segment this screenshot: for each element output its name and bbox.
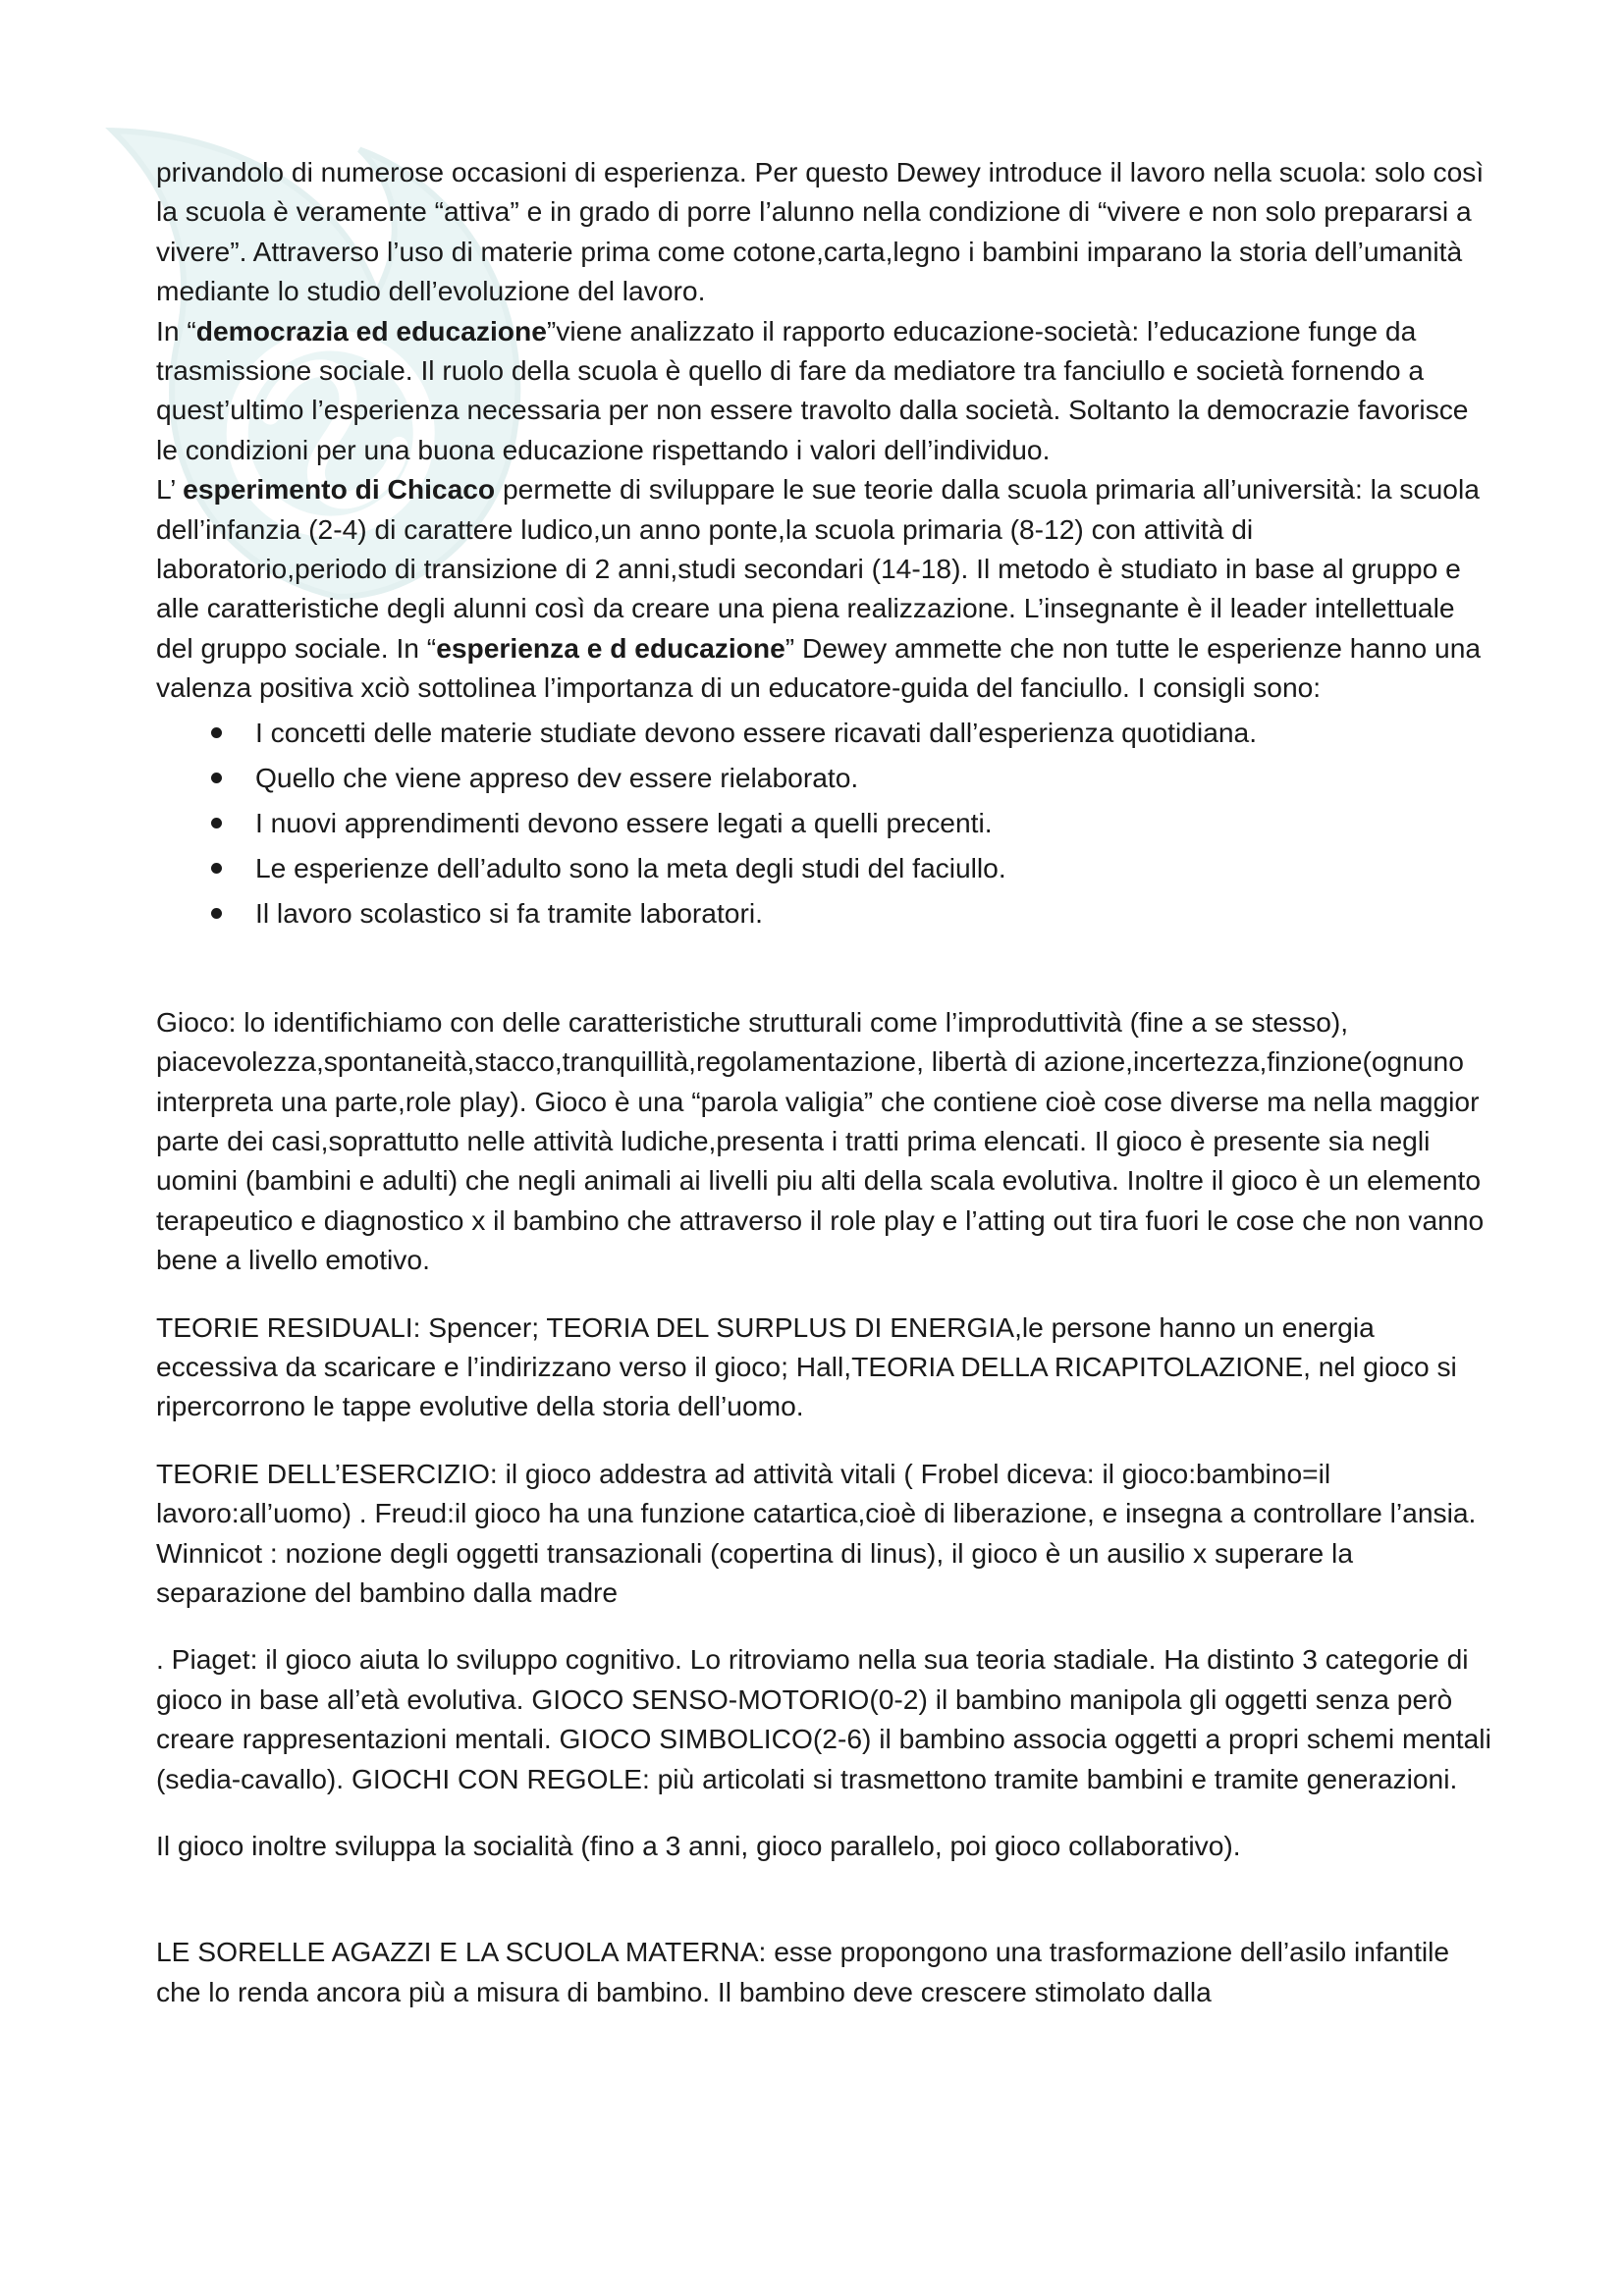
bullet-icon <box>211 908 222 919</box>
list-item <box>156 845 1491 890</box>
list-item-text: I nuovi apprendimenti devono essere legati a quelli precenti. <box>255 806 993 838</box>
text-run: ” Dewey ammette che non tutte le esperienze hanno una valenza positiva xciò sottolinea l’importanza di un educatore-guida del fanciullo. I consigli sono: <box>156 631 1482 704</box>
bold-title-esperienza: esperienza e d educazione <box>436 631 785 664</box>
bullet-icon <box>211 863 222 874</box>
list-item-text: Il lavoro scolastico si fa tramite laboratori. <box>255 896 763 929</box>
text-run: L’ <box>156 473 184 506</box>
document-page <box>156 152 1491 2011</box>
list-item <box>156 890 1491 935</box>
paragraph-socialita: Il gioco inoltre sviluppa la socialità (fino a 3 anni, gioco parallelo, poi gioco collaborativo). <box>156 1830 1241 1861</box>
paragraph-teorie-residuali: TEORIE RESIDUALI: Spencer; TEORIA DEL SURPLUS DI ENERGIA,le persone hanno un energia eccessiva da scaricare e l’indirizzano verso il gioco; Hall,TEORIA DELLA RICAPITOLAZIONE, nel gioco si ripercorrono le tappe evolutive della storia dell’uomo. <box>156 1310 1457 1422</box>
bold-title-democrazia: democrazia ed educazione <box>195 314 547 347</box>
list-item-text: Quello che viene appreso dev essere rielaborato. <box>255 761 859 793</box>
text-run: ”viene analizzato il rapporto educazione-società: l’educazione funge da trasmissione sociale. Il ruolo della scuola è quello di fare da mediatore tra fanciullo e società fornendo a quest’ultimo l’esperienza necessaria per non essere travolto dalla società. Soltanto la democrazie favorisce le condizioni per una buona educazione rispettando i valori dell’individuo. <box>156 314 1469 465</box>
paragraph-piaget: . Piaget: il gioco aiuta lo sviluppo cognitivo. Lo ritroviamo nella sua teoria stadiale. Ha distinto 3 categorie di gioco in base all’età evolutiva. GIOCO SENSO-MOTORIO(0-2) il bambino manipola gli oggetti senza però creare rappresentazioni mentali. GIOCO SIMBOLICO(2-6) il bambino associa oggetti a propri schemi mentali (sedia-cavallo). GIOCHI CON REGOLE: più articolati si trasmettono tramite bambini e tramite generazioni. <box>156 1643 1491 1794</box>
paragraph-sorelle-agazzi: LE SORELLE AGAZZI E LA SCUOLA MATERNA: esse propongono una trasformazione dell’asilo infantile che lo renda ancora più a misura di bambino. Il bambino deve crescere stimolato dalla <box>156 1936 1450 2007</box>
list-item-text: I concetti delle materie studiate devono essere ricavati dall’esperienza quotidiana. <box>255 716 1258 748</box>
list-item <box>156 710 1491 755</box>
paragraph-democrazia-educazione <box>156 311 1491 470</box>
bullet-icon <box>211 818 222 828</box>
paragraph-dewey-lavoro: privandolo di numerose occasioni di esperienza. Per questo Dewey introduce il lavoro nella scuola: solo così la scuola è veramente “attiva” e in grado di porre l’alunno nella condizione di “vivere e non solo prepararsi a vivere”. Attraverso l’uso di materie prima come cotone,carta,legno i bambini imparano la storia dell’umanità mediante lo studio dell’evoluzione del lavoro. <box>156 156 1485 307</box>
paragraph-esperimento-chicaco <box>156 469 1491 707</box>
list-item-text: Le esperienze dell’adulto sono la meta degli studi del faciullo. <box>255 851 1006 883</box>
paragraph-gioco: Gioco: lo identifichiamo con delle caratteristiche strutturali come l’improduttività (fine a se stesso), piacevolezza,spontaneità,stacco,tranquillità,regolamentazione, libertà di azione,incertezza,finzione(ognuno interpreta una parte,role play). Gioco è una “parola valigia” che contiene cioè cose diverse ma nella maggior parte dei casi,soprattutto nelle attività ludiche,presenta i tratti prima elencati. Il gioco è presente sia negli uomini (bambini e adulti) che negli animali ai livelli piu alti della scala evolutiva. Inoltre il gioco è un elemento terapeutico e diagnostico x il bambino che attraverso il role play e l’atting out tira fuori le cose che non vanno bene a livello emotivo. <box>156 1005 1485 1276</box>
bullet-icon <box>211 773 222 783</box>
bold-title-esperimento: esperimento di Chicaco <box>183 473 496 506</box>
list-item <box>156 800 1491 845</box>
paragraph-teorie-esercizio: TEORIE DELL’ESERCIZIO: il gioco addestra ad attività vitali ( Frobel diceva: il gioco:bambino=il lavoro:all’uomo) . Freud:il gioco ha una funzione catartica,cioè di liberazione, e insegna a controllare l’ansia. Winnicot : nozione degli oggetti transazionali (copertina di linus), il gioco è un ausilio x superare la separazione del bambino dalla madre <box>156 1457 1477 1608</box>
consigli-bullet-list <box>156 710 1491 935</box>
bullet-icon <box>211 727 222 738</box>
list-item <box>156 755 1491 800</box>
text-run: In “ <box>156 314 196 347</box>
text-run: permette di sviluppare le sue teorie dalla scuola primaria all’università: la scuola dell’infanzia (2-4) di carattere ludico,un anno ponte,la scuola primaria (8-12) con attività di laboratorio,periodo di transizione di 2 anni,studi secondari (14-18). Il metodo è studiato in base al gruppo e alle caratteristiche degli alunni così da creare una piena realizzazione. L’insegnante è il leader intellettuale del gruppo sociale. In “ <box>156 473 1480 664</box>
